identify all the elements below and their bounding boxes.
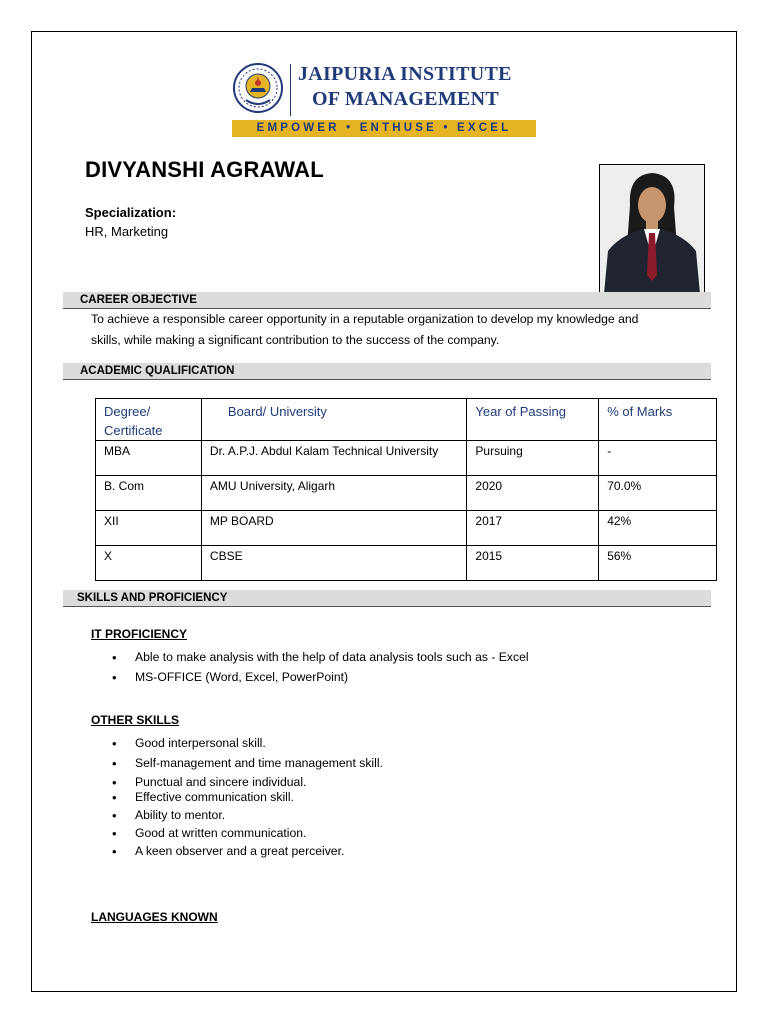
cell-year: 2015	[467, 546, 599, 581]
cell-marks: 70.0%	[599, 476, 717, 511]
other-skills-heading: OTHER SKILLS	[91, 713, 180, 727]
section-academic-qualification: ACADEMIC QUALIFICATION	[63, 363, 711, 380]
list-item: • MS-OFFICE (Word, Excel, PowerPoint)	[112, 670, 529, 684]
languages-known-heading: LANGUAGES KNOWN	[91, 910, 218, 924]
cell-marks: -	[599, 441, 717, 476]
cell-year: 2020	[467, 476, 599, 511]
table-row	[96, 441, 717, 476]
column-header-year: Year of Passing	[467, 399, 599, 441]
list-item: • Effective communication skill.	[112, 790, 383, 804]
objective-line-2: skills, while making a significant contribution to the success of the company.	[91, 332, 500, 347]
academic-table	[95, 398, 717, 581]
cell-marks: 42%	[599, 511, 717, 546]
list-item: • Ability to mentor.	[112, 808, 383, 822]
cell-degree: B. Com	[96, 476, 202, 511]
institute-crest-icon	[232, 62, 284, 114]
cell-marks: 56%	[599, 546, 717, 581]
cell-year: 2017	[467, 511, 599, 546]
cell-board: Dr. A.P.J. Abdul Kalam Technical University	[201, 441, 466, 476]
table-row	[96, 511, 717, 546]
cell-board: MP BOARD	[201, 511, 466, 546]
table-row	[96, 476, 717, 511]
other-skills-list	[112, 736, 383, 858]
logo-text-line1: JAIPURIA INSTITUTE	[298, 63, 512, 85]
cell-degree: XII	[96, 511, 202, 546]
cell-board: CBSE	[201, 546, 466, 581]
list-item: • A keen observer and a great perceiver.	[112, 844, 383, 858]
profile-photo	[599, 164, 705, 295]
institute-logo	[230, 60, 536, 138]
table-row	[96, 546, 717, 581]
column-header-board: Board/ University	[201, 399, 466, 441]
profile-photo-illustration	[600, 165, 704, 294]
career-objective-text	[91, 309, 701, 350]
list-item: • Self-management and time management skill.	[112, 756, 383, 770]
cell-board: AMU University, Aligarh	[201, 476, 466, 511]
objective-line-1: To achieve a responsible career opportunity in a reputable organization to develop my knowledge and	[91, 312, 639, 326]
cell-degree: MBA	[96, 441, 202, 476]
column-header-marks: % of Marks	[599, 399, 717, 441]
list-item: • Good interpersonal skill.	[112, 736, 383, 750]
logo-tagline: EMPOWER • ENTHUSE • EXCEL	[232, 120, 536, 137]
logo-divider	[290, 64, 291, 116]
logo-text-line2: OF MANAGEMENT	[312, 88, 500, 110]
list-item: • Able to make analysis with the help of data analysis tools such as - Excel	[112, 650, 529, 664]
it-proficiency-heading: IT PROFICIENCY	[91, 627, 188, 641]
list-item: • Punctual and sincere individual.	[112, 775, 383, 789]
specialization-value: HR, Marketing	[85, 224, 169, 239]
column-header-degree: Degree/ Certificate	[96, 399, 202, 441]
it-skills-list	[112, 650, 529, 684]
section-career-objective: CAREER OBJECTIVE	[63, 292, 711, 309]
specialization-label: Specialization:	[85, 205, 177, 220]
cell-year: Pursuing	[467, 441, 599, 476]
list-item: • Good at written communication.	[112, 826, 383, 840]
academic-table-header	[96, 399, 717, 441]
candidate-name: DIVYANSHI AGRAWAL	[85, 157, 324, 182]
cell-degree: X	[96, 546, 202, 581]
section-skills: SKILLS AND PROFICIENCY	[63, 590, 711, 607]
